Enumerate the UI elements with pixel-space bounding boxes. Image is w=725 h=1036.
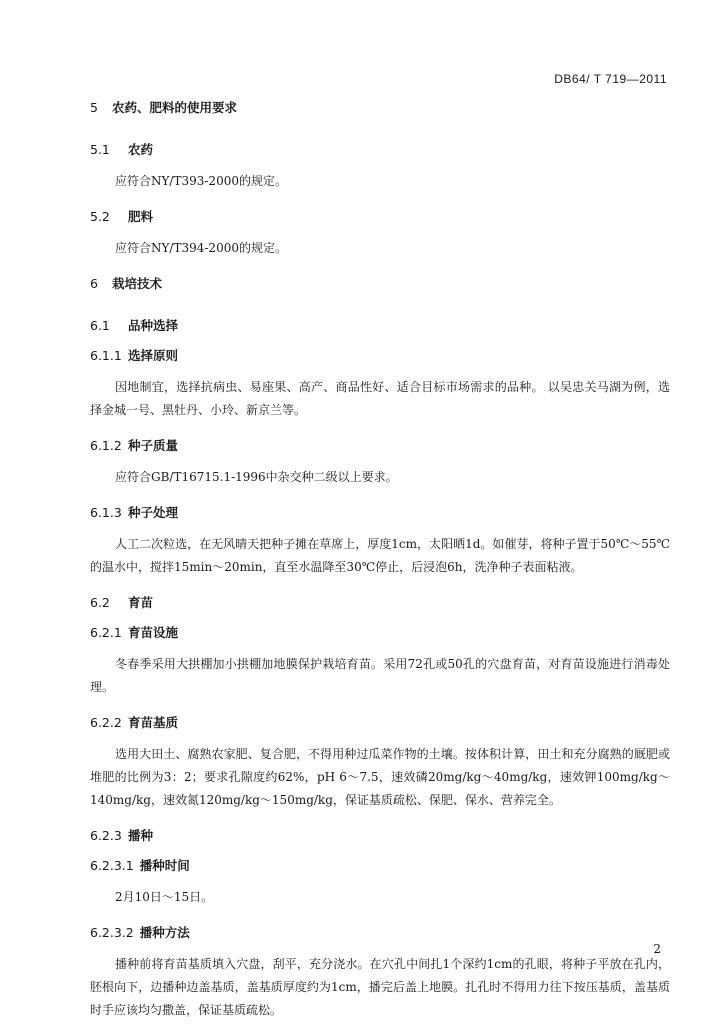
subsection-heading: [90, 923, 670, 941]
subsection-heading: [90, 826, 670, 844]
body-paragraph: 应符合NY/T393-2000的规定。: [115, 174, 287, 188]
subsection-heading: [90, 713, 670, 731]
subsection-heading: [90, 346, 670, 364]
heading-number: 6.2.1: [90, 625, 122, 640]
body-paragraph: 人工二次粒选，在无风晴天把种子摊在草席上，厚度1cm，太阳晒1d。如催芽，将种子置于50℃～55℃的温水中，搅拌15min～20min，直至水温降至30℃停止，后浸泡6h，洗净种子表面粘液。: [90, 537, 670, 574]
subsection-heading: [90, 503, 670, 521]
heading-number: 5: [90, 100, 98, 115]
heading-number: 6.2.3.1: [90, 858, 134, 873]
heading-title: 栽培技术: [112, 276, 163, 291]
heading-title: 育苗设施: [128, 625, 179, 640]
subsection-heading: [90, 207, 670, 225]
document-code: DB64/ T 719—2011: [554, 72, 667, 86]
subsection-heading: [90, 593, 670, 611]
body-paragraph: 应符合NY/T394-2000的规定。: [115, 241, 287, 255]
heading-title: 播种方法: [139, 925, 190, 940]
heading-number: 6.1: [90, 318, 110, 333]
heading-number: 6.2.3: [90, 828, 122, 843]
heading-number: 6: [90, 276, 98, 291]
heading-title: 育苗: [128, 595, 154, 610]
body-paragraph: 选用大田土、腐熟农家肥、复合肥，不得用种过瓜菜作物的土壤。按体积计算，田土和充分腐熟的厩肥或堆肥的比例为3：2；要求孔隙度约62%，pH 6～7.5，速效磷20mg/kg～40mg/kg，速效钾100mg/kg～140mg/kg，速效氮120mg/kg～150mg/kg，保证基质疏松、保肥、保水、营养完全。: [90, 747, 670, 807]
heading-title: 农药、肥料的使用要求: [112, 100, 238, 115]
subsection-heading: [90, 856, 670, 874]
body-paragraph: 应符合GB/T16715.1-1996中杂交种二级以上要求。: [115, 470, 398, 484]
heading-number: 6.2: [90, 595, 110, 610]
heading-title: 肥料: [128, 209, 154, 224]
heading-number: 5.2: [90, 209, 110, 224]
subsection-heading: [90, 316, 670, 334]
page-number: 2: [653, 942, 661, 956]
heading-number: 6.1.1: [90, 348, 122, 363]
heading-number: 6.1.2: [90, 438, 122, 453]
section-heading: [90, 98, 670, 116]
document-body: [90, 98, 670, 1036]
body-paragraph: 播种前将育苗基质填入穴盘，刮平，充分浇水。在穴孔中间扎1个深约1cm的孔眼，将种子平放在孔内，胚根向下，边播种边盖基质，盖基质厚度约为1cm，播完后盖上地膜。扎孔时不得用力往下按压基质，盖基质时手应该均匀撒盖，保证基质疏松。: [90, 957, 670, 1017]
heading-number: 6.1.3: [90, 505, 122, 520]
heading-title: 播种时间: [139, 858, 190, 873]
section-heading: [90, 274, 670, 292]
heading-title: 育苗基质: [128, 715, 179, 730]
heading-number: 5.1: [90, 142, 110, 157]
subsection-heading: [90, 623, 670, 641]
heading-title: 种子质量: [128, 438, 179, 453]
subsection-heading: [90, 140, 670, 158]
heading-number: 6.2.2: [90, 715, 122, 730]
heading-title: 品种选择: [128, 318, 179, 333]
heading-title: 播种: [128, 828, 154, 843]
subsection-heading: [90, 436, 670, 454]
body-paragraph: 因地制宜，选择抗病虫、易座果、高产、商品性好、适合目标市场需求的品种。 以吴忠关马湖为例，选择金城一号、黑牡丹、小玲、新京兰等。: [90, 380, 670, 417]
heading-title: 选择原则: [128, 348, 179, 363]
body-paragraph: 2月10日～15日。: [115, 890, 214, 904]
heading-number: 6.2.3.2: [90, 925, 134, 940]
heading-title: 种子处理: [128, 505, 179, 520]
body-paragraph: 冬春季采用大拱棚加小拱棚加地膜保护栽培育苗。采用72孔或50孔的穴盘育苗，对育苗设施进行消毒处理。: [90, 657, 670, 694]
heading-title: 农药: [128, 142, 154, 157]
